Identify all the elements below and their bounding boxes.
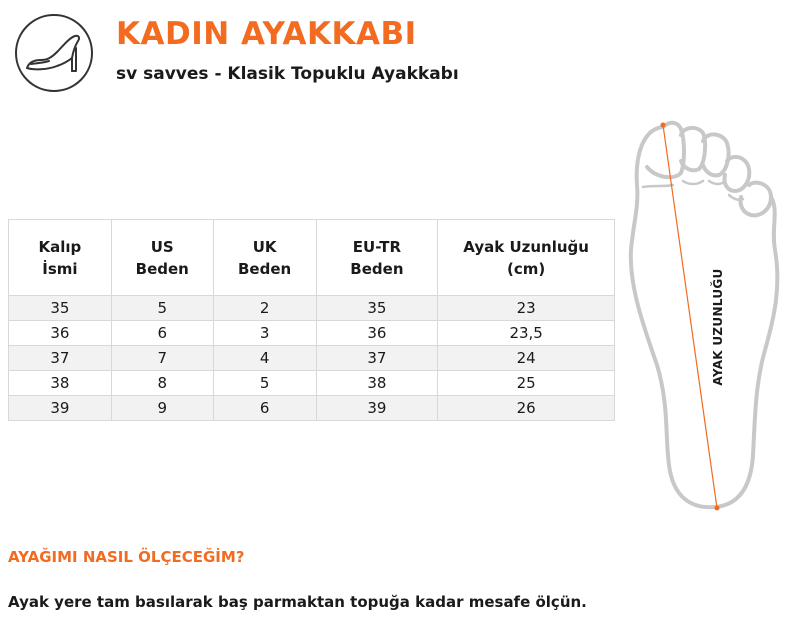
table-cell: 37 — [316, 346, 438, 371]
table-cell: 23,5 — [438, 321, 615, 346]
column-header-line: Ayak Uzunluğu — [463, 237, 589, 256]
table-cell: 9 — [111, 396, 213, 421]
table-row — [9, 371, 615, 396]
table-row — [9, 396, 615, 421]
table-cell: 25 — [438, 371, 615, 396]
column-header-line: Beden — [237, 259, 292, 278]
column-header-line: EU-TR — [352, 237, 402, 256]
column-header-line: UK — [252, 237, 277, 256]
table-cell: 37 — [9, 346, 112, 371]
product-subtitle: sv savves - Klasik Topuklu Ayakkabı — [116, 64, 459, 84]
column-header-line: Beden — [135, 259, 189, 278]
column-header-mold — [9, 220, 112, 296]
table-cell: 2 — [213, 296, 316, 321]
table-cell: 24 — [438, 346, 615, 371]
table-cell: 8 — [111, 371, 213, 396]
table-cell: 38 — [316, 371, 438, 396]
size-table — [8, 219, 615, 421]
column-header-line: (cm) — [507, 259, 546, 278]
table-cell: 26 — [438, 396, 615, 421]
howto-title: AYAĞIMI NASIL ÖLÇECEĞİM? — [8, 548, 245, 566]
table-cell: 6 — [213, 396, 316, 421]
table-row — [9, 321, 615, 346]
table-cell: 36 — [316, 321, 438, 346]
table-cell: 36 — [9, 321, 112, 346]
table-cell: 5 — [213, 371, 316, 396]
logo — [15, 14, 93, 92]
table-cell: 5 — [111, 296, 213, 321]
column-header-eu-tr — [316, 220, 438, 296]
column-header-line: İsmi — [42, 259, 78, 278]
table-cell: 3 — [213, 321, 316, 346]
column-header-us — [111, 220, 213, 296]
table-row — [9, 296, 615, 321]
table-cell: 35 — [9, 296, 112, 321]
column-header-line: US — [150, 237, 174, 256]
table-cell: 39 — [9, 396, 112, 421]
table-cell: 23 — [438, 296, 615, 321]
high-heel-shoe-icon — [17, 16, 91, 90]
column-header-line: Kalıp — [38, 237, 82, 256]
column-header-foot-length — [438, 220, 615, 296]
column-header-line: Beden — [350, 259, 404, 278]
table-cell: 38 — [9, 371, 112, 396]
page-title: KADIN AYAKKABI — [116, 16, 417, 52]
foot-length-label: AYAK UZUNLUĞU — [711, 268, 725, 386]
foot-outline-icon — [625, 115, 790, 515]
table-cell: 6 — [111, 321, 213, 346]
table-cell: 7 — [111, 346, 213, 371]
table-row — [9, 346, 615, 371]
howto-text: Ayak yere tam basılarak baş parmaktan topuğa kadar mesafe ölçün. — [8, 593, 587, 611]
table-cell: 35 — [316, 296, 438, 321]
table-cell: 4 — [213, 346, 316, 371]
column-header-uk — [213, 220, 316, 296]
table-header-row — [9, 220, 615, 296]
table-cell: 39 — [316, 396, 438, 421]
